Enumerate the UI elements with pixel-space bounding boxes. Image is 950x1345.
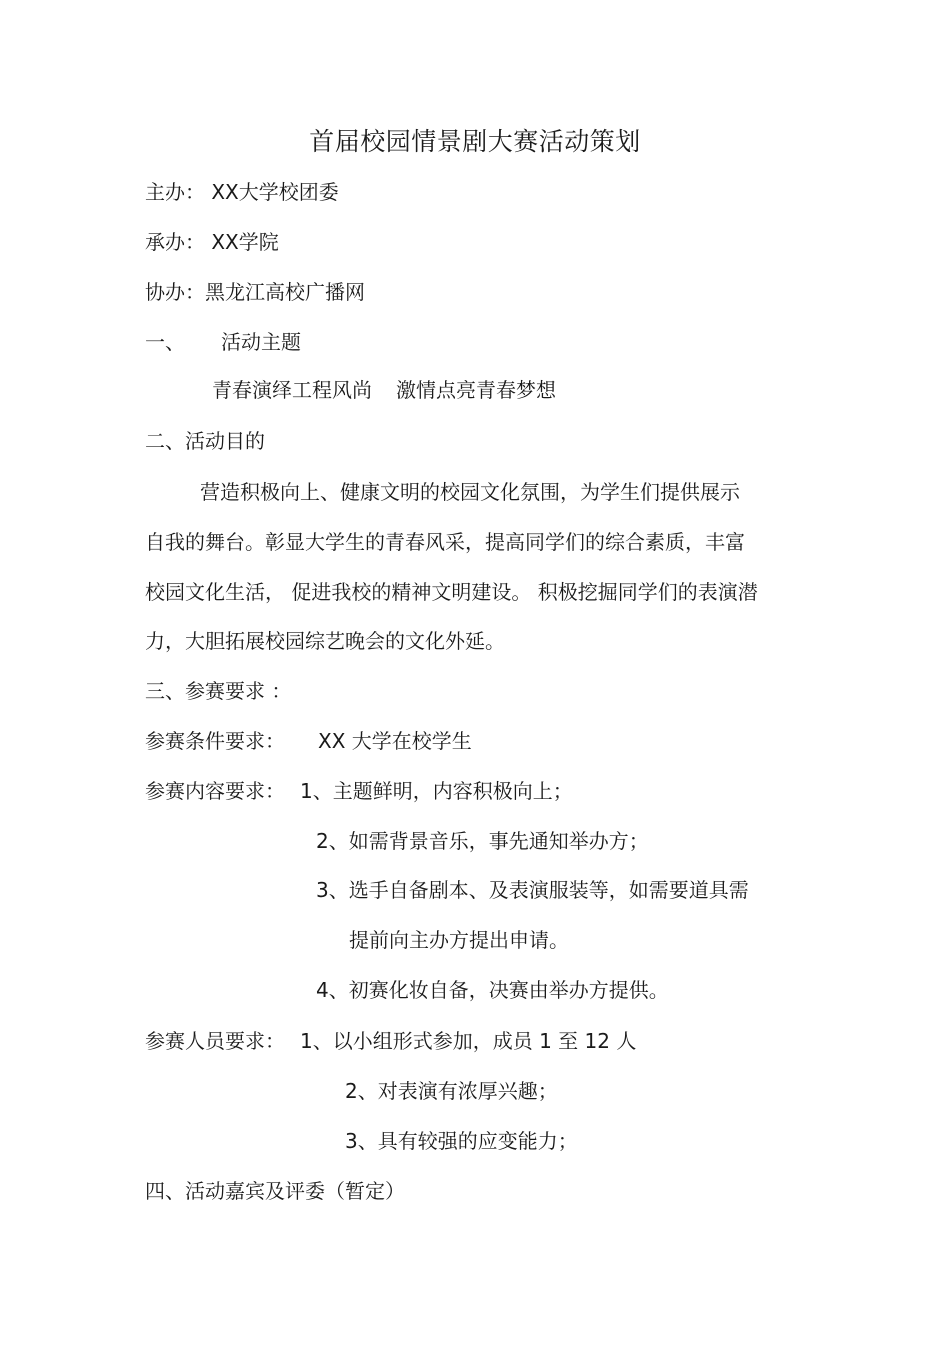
purpose-line-3: 校园文化生活， 促进我校的精神文明建设。 积极挖掘同学们的表演潜 bbox=[145, 580, 758, 604]
section1-heading bbox=[145, 328, 301, 356]
people-item-3: 3、具有较强的应变能力； bbox=[345, 1129, 578, 1153]
theme-part-2: 激情点亮青春梦想 bbox=[396, 378, 556, 402]
content-item-3-continued: 提前向主办方提出申请。 bbox=[349, 928, 569, 952]
section2-heading: 二、活动目的 bbox=[145, 429, 265, 453]
purpose-line-4: 力，大胆拓展校园综艺晚会的文化外延。 bbox=[145, 629, 505, 653]
document-title: 首届校园情景剧大赛活动策划 bbox=[309, 127, 641, 156]
section3-heading: 三、参赛要求 ： bbox=[145, 679, 292, 703]
content-item-1: 1、主题鲜明，内容积极向上； bbox=[300, 779, 573, 803]
purpose-line-1: 营造积极向上、健康文明的校园文化氛围，为学生们提供展示 bbox=[200, 480, 740, 504]
people-item-1: 1、以小组形式参加，成员 1 至 12 人 bbox=[300, 1029, 637, 1053]
theme-part-1: 青春演绎工程风尚 bbox=[212, 378, 372, 402]
people-item-2: 2、对表演有浓厚兴趣； bbox=[345, 1079, 558, 1103]
purpose-line-2: 自我的舞台。彰显大学生的青春风采，提高同学们的综合素质，丰富 bbox=[145, 530, 745, 554]
content-item-3: 3、选手自备剧本、及表演服装等，如需要道具需 bbox=[316, 878, 749, 902]
content-label: 参赛内容要求： bbox=[145, 779, 285, 803]
content-item-4: 4、初赛化妆自备，决赛由举办方提供。 bbox=[316, 978, 669, 1002]
section4-heading: 四、活动嘉宾及评委（暂定） bbox=[145, 1179, 405, 1203]
host-line: 主办： XX大学校团委 bbox=[145, 180, 339, 204]
people-label: 参赛人员要求： bbox=[145, 1029, 285, 1053]
section1-heading-number: 一、 bbox=[145, 330, 185, 354]
cooperator-line: 协办：黑龙江高校广播网 bbox=[145, 280, 365, 304]
content-item-2: 2、如需背景音乐，事先通知举办方； bbox=[316, 829, 649, 853]
section1-heading-text: 活动主题 bbox=[221, 330, 301, 354]
theme-line bbox=[212, 376, 556, 404]
condition-label: 参赛条件要求： bbox=[145, 729, 285, 753]
condition-value: XX 大学在校学生 bbox=[318, 729, 472, 753]
undertaker-line: 承办： XX学院 bbox=[145, 230, 279, 254]
